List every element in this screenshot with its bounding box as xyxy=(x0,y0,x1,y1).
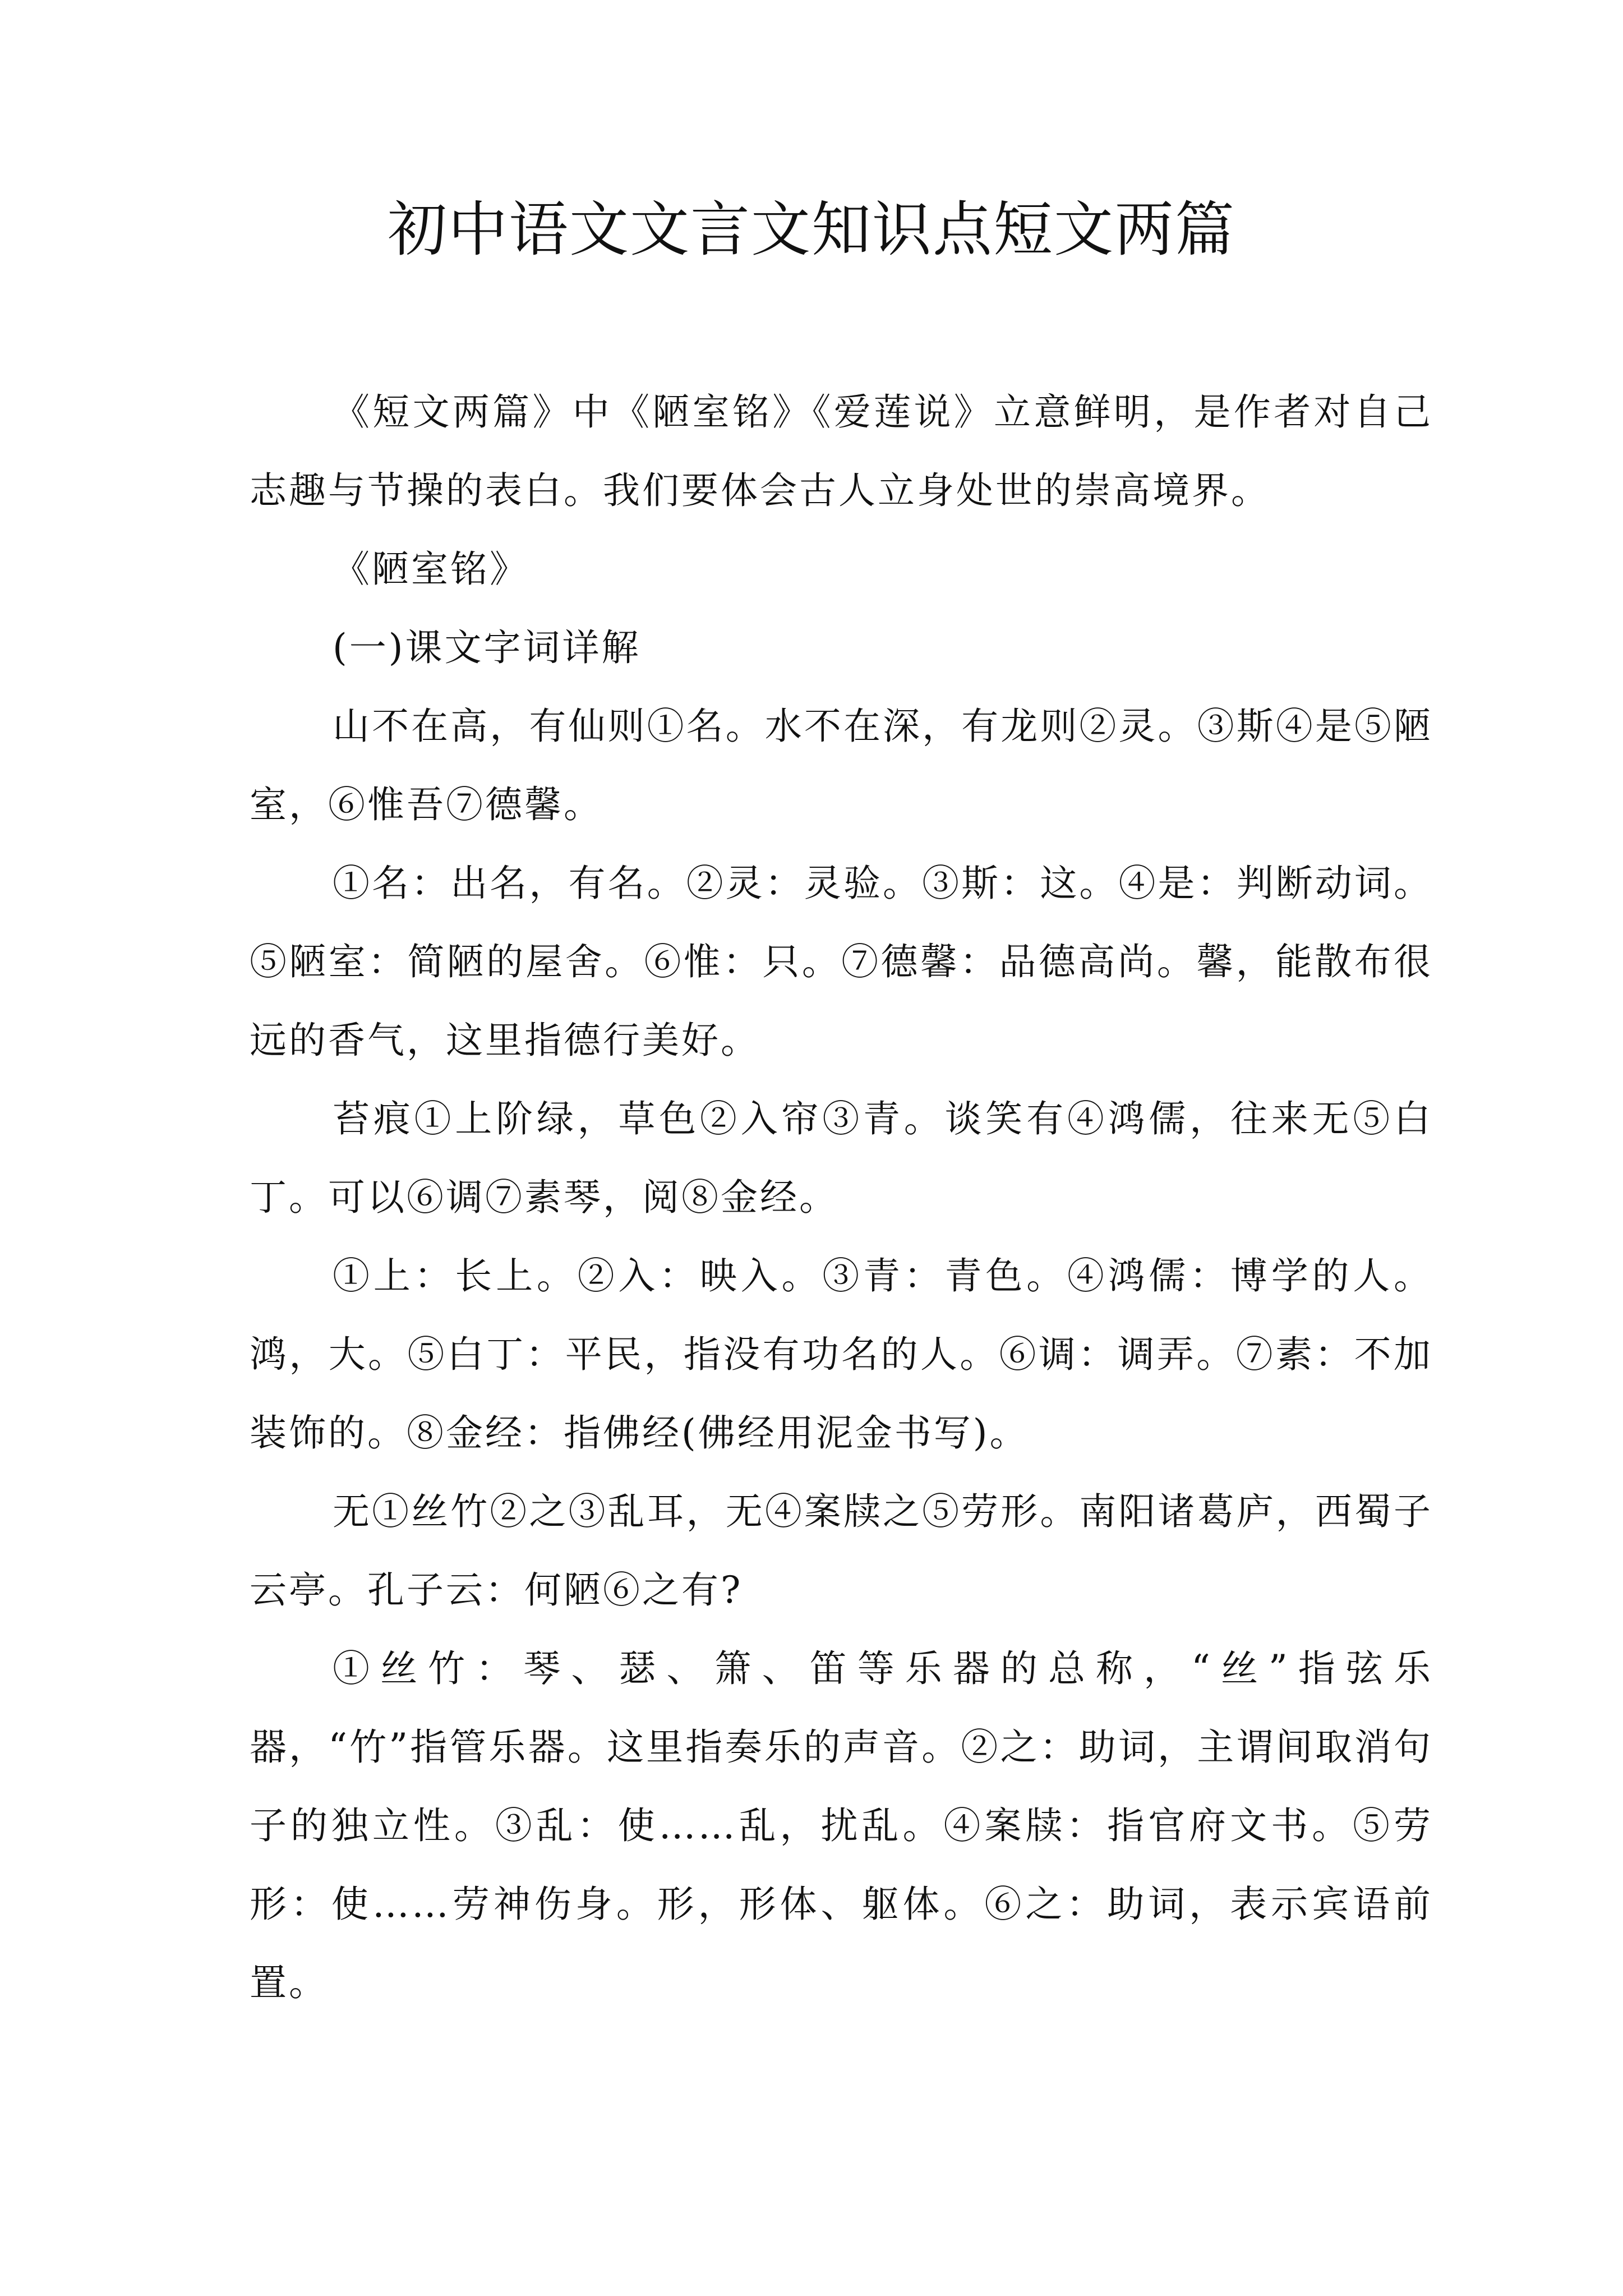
annotation-paragraph: ①上：长上。②入：映入。③青：青色。④鸿儒：博学的人。鸿，大。⑤白丁：平民，指没有功名的人。⑥调：调弄。⑦素：不加装饰的。⑧金经：指佛经(佛经用泥金书写)。 xyxy=(250,1254,1433,1455)
document-title: 初中语文文言文知识点短文两篇 xyxy=(388,195,1235,264)
annotation-paragraph: ①名：出名，有名。②灵：灵验。③斯：这。④是：判断动词。⑤陋室：简陋的屋舍。⑥惟：只。⑦德馨：品德高尚。馨，能散布很远的香气，这里指德行美好。 xyxy=(250,862,1433,1062)
original-text-paragraph: 山不在高，有仙则①名。水不在深，有龙则②灵。③斯④是⑤陋室，⑥惟吾⑦德馨。 xyxy=(250,705,1433,826)
subsection-heading: (一)课文字词详解 xyxy=(333,626,641,669)
original-text-paragraph: 无①丝竹②之③乱耳，无④案牍之⑤劳形。南阳诸葛庐，西蜀子云亭。孔子云：何陋⑥之有? xyxy=(250,1490,1433,1612)
annotation-paragraph: ①丝竹：琴、瑟、箫、笛等乐器的总称，“丝”指弦乐器，“竹”指管乐器。这里指奏乐的声音。②之：助词，主谓间取消句子的独立性。③乱：使……乱，扰乱。④案牍：指官府文书。⑤劳形：使……劳神伤身。形，形体、躯体。⑥之：助词，表示宾语前置。 xyxy=(250,1647,1433,2004)
intro-paragraph: 《短文两篇》中《陋室铭》《爱莲说》立意鲜明，是作者对自己志趣与节操的表白。我们要体会古人立身处世的崇高境界。 xyxy=(250,390,1433,512)
document-body xyxy=(250,373,1433,2022)
original-text-paragraph: 苔痕①上阶绿，草色②入帘③青。谈笑有④鸿儒，往来无⑤白丁。可以⑥调⑦素琴，阅⑧金经。 xyxy=(250,1097,1433,1219)
section-heading-loushiming: 《陋室铭》 xyxy=(333,547,529,591)
